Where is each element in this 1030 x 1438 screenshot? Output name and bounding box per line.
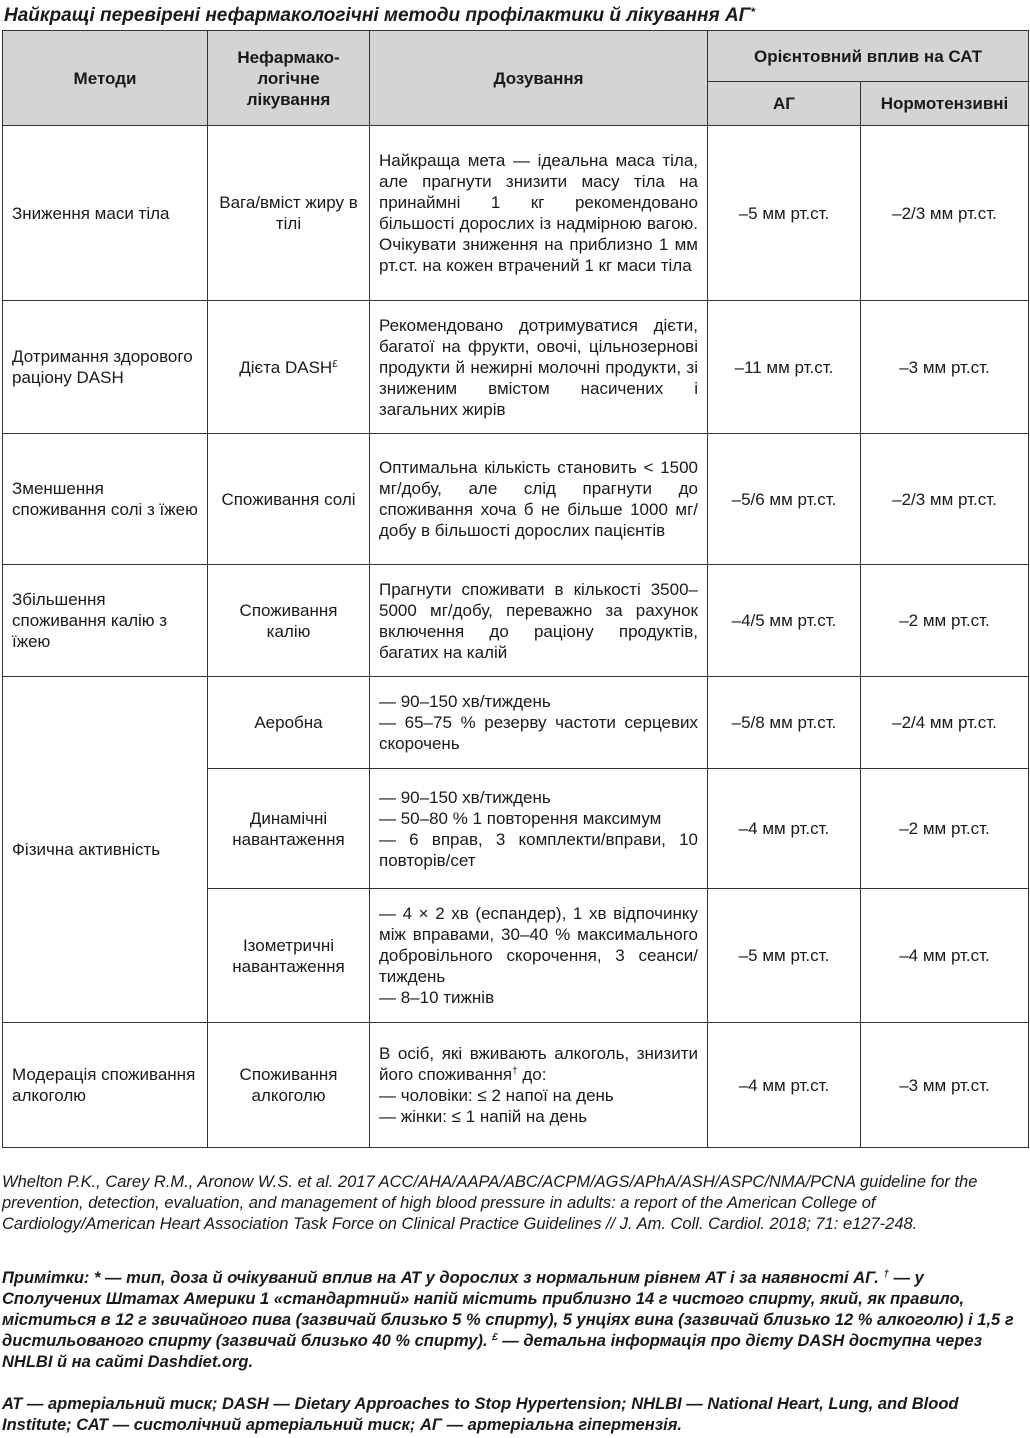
header-normo: Нормотензивні xyxy=(861,82,1029,126)
treatment-cell: Споживання калію xyxy=(208,565,370,677)
footnotes xyxy=(2,1268,1026,1373)
dosage-line: — 90–150 хв/тиждень xyxy=(379,692,551,711)
dosage-main-text: В осіб, які вживають алкоголь, знизити його споживання xyxy=(379,1044,698,1084)
header-treatment: Нефармако-логічне лікування xyxy=(208,31,370,126)
normo-effect-cell: –2 мм рт.ст. xyxy=(861,769,1029,889)
normo-effect-cell: –2/4 мм рт.ст. xyxy=(861,677,1029,769)
normo-effect-cell: –3 мм рт.ст. xyxy=(861,1023,1029,1148)
prevention-methods-table xyxy=(2,30,1029,1148)
table-row xyxy=(3,434,1029,565)
pound-footnote-mark: £ xyxy=(492,1332,498,1343)
footnote-text: — детальна інформація про дієту DASH доступна через NHLBI й на сайті Dashdiet.org. xyxy=(2,1332,983,1371)
dosage-line xyxy=(379,1043,698,1085)
treatment-cell: Динамічні навантаження xyxy=(208,769,370,889)
method-cell: Зниження маси тіла xyxy=(3,126,208,301)
dosage-cell xyxy=(370,126,708,301)
dosage-line: — 65–75 % резерву частоти серцевих скорочень xyxy=(379,713,698,753)
header-methods: Методи xyxy=(3,31,208,126)
ag-effect-cell: –5 мм рт.ст. xyxy=(708,889,861,1023)
ag-effect-cell: –4/5 мм рт.ст. xyxy=(708,565,861,677)
dosage-line: — жінки: ≤ 1 напій на день xyxy=(379,1107,588,1126)
dosage-line: — 90–150 хв/тиждень xyxy=(379,787,551,807)
treatment-label: Дієта DASH xyxy=(239,357,333,377)
dosage-cell xyxy=(370,434,708,565)
method-cell: Зменшення споживання солі з їжею xyxy=(3,434,208,565)
dagger-footnote-mark: † xyxy=(883,1269,889,1280)
ag-effect-cell: –5 мм рт.ст. xyxy=(708,126,861,301)
dosage-line: — 4 × 2 хв (еспандер), 1 хв відпочинку між вправами, 30–40 % максимального добровільного скорочення, 3 сеанси/тиждень xyxy=(379,904,698,986)
dosage-cell xyxy=(370,565,708,677)
dagger-footnote-mark: † xyxy=(512,1066,518,1077)
table-row xyxy=(3,677,1029,769)
dosage-cell xyxy=(370,769,708,889)
header-ag: АГ xyxy=(708,82,861,126)
table-row xyxy=(3,565,1029,677)
dosage-tail-text: до: xyxy=(517,1065,547,1084)
table-row xyxy=(3,1023,1029,1148)
method-cell: Збільшення споживання калію з їжею xyxy=(3,565,208,677)
table-title: Найкращі перевірені нефармакологічні методи профілактики й лікування АГ* xyxy=(4,5,756,26)
header-dosage: Дозування xyxy=(370,31,708,126)
dosage-cell xyxy=(370,1023,708,1148)
ag-effect-cell: –11 мм рт.ст. xyxy=(708,301,861,434)
dosage-cell xyxy=(370,677,708,769)
normo-effect-cell: –2 мм рт.ст. xyxy=(861,565,1029,677)
header-effect: Орієнтовний вплив на САТ xyxy=(708,31,1029,82)
title-footnote-mark: * xyxy=(750,5,756,19)
dosage-line: Найкраща мета — ідеальна маса тіла, але прагнути знизити масу тіла на принаймні 1 кг рекомендовано більшості дорослих із надмірною вагою. Очікувати зниження на приблизно 1 мм рт.ст. на кожен втрачений 1 кг маси тіла xyxy=(379,151,698,275)
pound-footnote-mark: £ xyxy=(332,358,338,370)
footnote-text: Примітки: * — тип, доза й очікуваний вплив на АТ у дорослих з нормальним рівнем АТ і за наявності АГ. xyxy=(2,1269,884,1287)
method-cell: Модерація споживання алкоголю xyxy=(3,1023,208,1148)
dosage-line: Оптимальна кількість становить < 1500 мг/добу, але слід прагнути до споживання хоча б не більше 1000 мг/добу в більшості дорослих пацієнтів xyxy=(379,458,698,540)
dosage-line: Рекомендовано дотримуватися дієти, багатої на фрукти, овочі, цільнозернові продукти й нежирні молочні продукти, зі зниженим вмістом насичених і загальних жирів xyxy=(379,315,698,419)
normo-effect-cell: –2/3 мм рт.ст. xyxy=(861,126,1029,301)
abbreviations: АТ — артеріальний тиск; DASH — Dietary Approaches to Stop Hypertension; NHLBI — National Heart, Lung, and Blood Institute; САТ — систолічний артеріальний тиск; АГ — артеріальна гіпертензія. xyxy=(2,1395,959,1434)
dosage-cell xyxy=(370,301,708,434)
normo-effect-cell: –2/3 мм рт.ст. xyxy=(861,434,1029,565)
method-cell: Дотримання здорового раціону DASH xyxy=(3,301,208,434)
source-reference: Whelton P.K., Carey R.M., Aronow W.S. et al. 2017 ACC/AHA/AAPA/ABC/ACPM/AGS/APhA/ASH/ASPC/NMA/PCNA guideline for the prevention, detection, evaluation, and management of high blood pressure in adults: a report of the American College of Cardiology/American Heart Association Task Force on Clinical Practice Guidelines // J. Am. Coll. Cardiol. 2018; 71: e127-248. xyxy=(2,1173,978,1233)
treatment-cell xyxy=(208,301,370,434)
treatment-cell: Споживання солі xyxy=(208,434,370,565)
ag-effect-cell: –4 мм рт.ст. xyxy=(708,1023,861,1148)
treatment-cell: Вага/вміст жиру в тілі xyxy=(208,126,370,301)
treatment-cell: Аеробна xyxy=(208,677,370,769)
normo-effect-cell: –4 мм рт.ст. xyxy=(861,889,1029,1023)
dosage-line: Прагнути споживати в кількості 3500–5000 мг/добу, переважно за рахунок включення до раціону продуктів, багатих на калій xyxy=(379,579,698,662)
dosage-line: — 50–80 % 1 повторення максимум xyxy=(379,808,662,828)
dosage-line: — 8–10 тижнів xyxy=(379,988,495,1007)
dosage-line: — чоловіки: ≤ 2 напої на день xyxy=(379,1086,614,1105)
normo-effect-cell: –3 мм рт.ст. xyxy=(861,301,1029,434)
dosage-cell xyxy=(370,889,708,1023)
ag-effect-cell: –5/8 мм рт.ст. xyxy=(708,677,861,769)
footnote-text: — у Сполучених Штатах Америки 1 «стандартний» напій містить приблизно 14 г чистого спирту, який, як правило, міститься в 12 г звичайного пива (зазвичай близько 5 % спирту), 5 унціях вина (зазвичай близько 12 % алкоголю) і 1,5 г дистильованого спирту (зазвичай близько 40 % спирту). xyxy=(2,1269,1014,1350)
table-row xyxy=(3,126,1029,301)
treatment-cell: Ізометричні навантаження xyxy=(208,889,370,1023)
dosage-line: — 6 вправ, 3 комплекти/вправи, 10 повторів/сет xyxy=(379,829,698,870)
ag-effect-cell: –5/6 мм рт.ст. xyxy=(708,434,861,565)
method-cell: Фізична активність xyxy=(3,677,208,1023)
treatment-cell: Споживання алкоголю xyxy=(208,1023,370,1148)
ag-effect-cell: –4 мм рт.ст. xyxy=(708,769,861,889)
table-row xyxy=(3,301,1029,434)
